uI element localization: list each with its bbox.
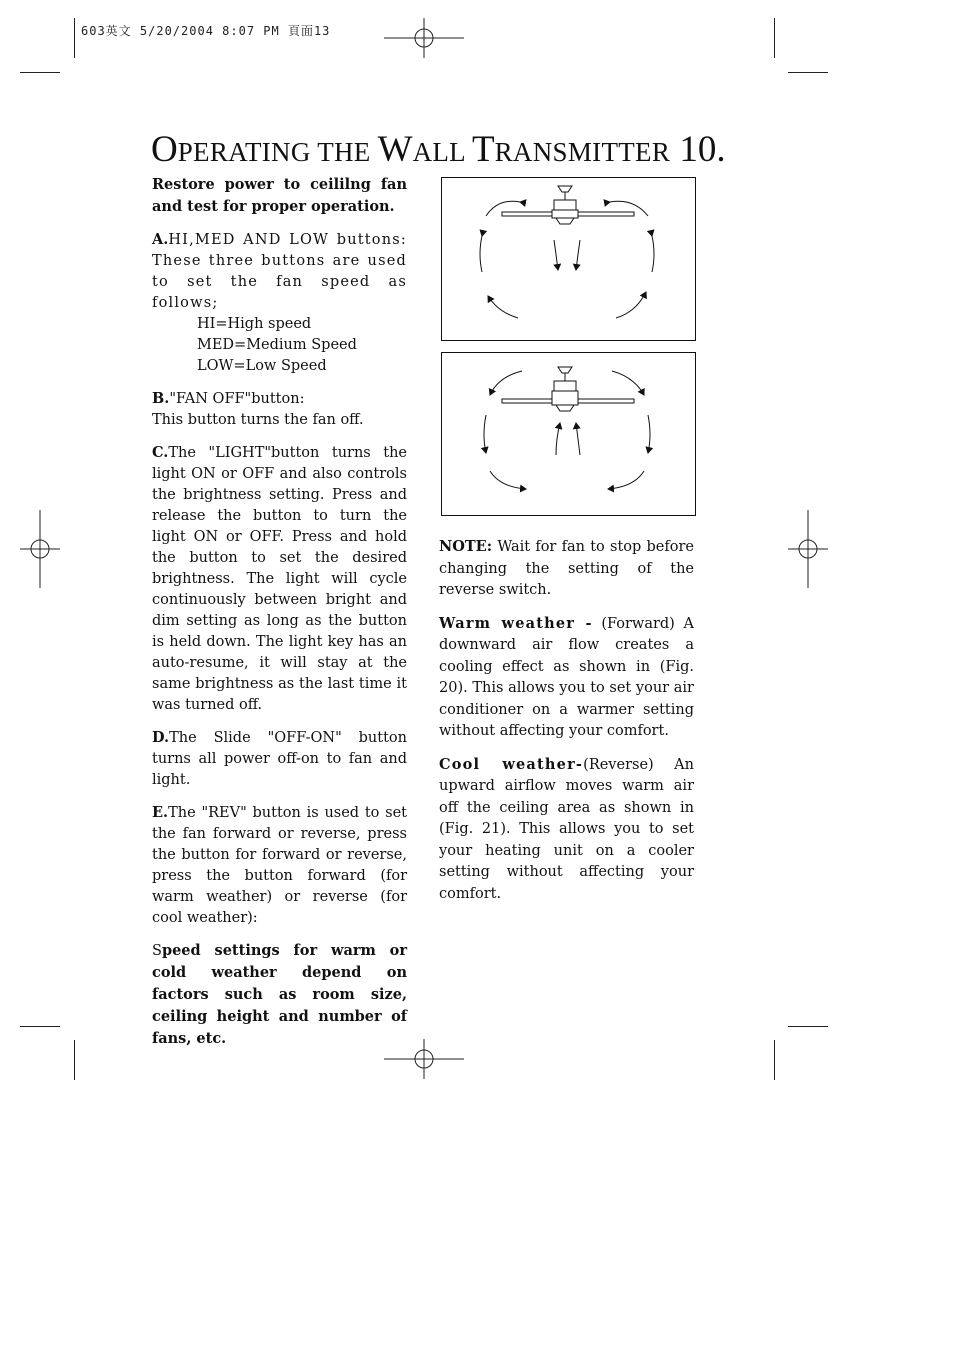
crop-mark [788, 72, 828, 73]
crop-mark [20, 72, 60, 73]
crop-mark [774, 1040, 775, 1080]
button-d-paragraph: D.The Slide "OFF-ON" button turns all power off-on to fan and light. [152, 729, 407, 788]
title-smallcaps: ALL [412, 137, 473, 167]
fan-diagram-reverse [442, 353, 695, 515]
title-smallcaps: PERATING THE [177, 137, 378, 167]
crop-mark [788, 1026, 828, 1027]
reverse-airflow-figure [441, 352, 696, 516]
button-c-paragraph: C.The "LIGHT"button turns the light ON or OFF and also controls the brightness setting. Press and release the button to turn the light ON or OFF. Press and hold the button to set the desired brightness. The light will cycle continuously between bright and dim setting as long as the button is held down. The light key has an auto-resume, it will stay at the same brightness as the last time it was turned off. [152, 444, 407, 713]
intro-paragraph: Restore power to ceililng fan and test for proper operation. [152, 176, 407, 215]
title-cap: W [377, 129, 413, 170]
crop-mark [774, 18, 775, 58]
speed-settings-note: Speed settings for warm or cold weather depend on factors such as room size, ceiling height and number of fans, etc. [152, 942, 407, 1047]
registration-mark-right [788, 510, 828, 588]
cool-weather-paragraph: Cool weather-(Reverse) An upward airflow moves warm air off the ceiling area as shown in (Fig. 21). This allows you to set your heating unit on a cooler setting without affecting your comfort. [439, 755, 694, 902]
registration-mark-left [20, 510, 60, 588]
ceiling-fan-icon [502, 186, 634, 224]
button-a-paragraph: A.HI,MED AND LOW buttons: These three buttons are used to set the fan speed as follows; [152, 231, 407, 311]
crop-mark [20, 1026, 60, 1027]
crop-mark [74, 18, 75, 58]
speed-list-item: LOW=Low Speed [197, 358, 327, 374]
speed-list-item: MED=Medium Speed [197, 337, 357, 353]
page-title [151, 128, 726, 174]
note-paragraph: NOTE: Wait for fan to stop before changing the setting of the reverse switch. [439, 538, 694, 598]
speed-list-item: HI=High speed [197, 316, 312, 332]
title-number: 10. [670, 129, 726, 170]
speed-list [152, 314, 407, 377]
crop-mark [74, 1040, 75, 1080]
left-column [152, 174, 407, 1061]
right-column [439, 536, 694, 916]
ceiling-fan-icon [502, 367, 634, 411]
registration-mark-top [384, 18, 464, 58]
title-cap: T [472, 129, 495, 170]
button-b-paragraph: B."FAN OFF"button: This button turns the fan off. [152, 390, 364, 428]
title-smallcaps: RANSMITTER [494, 137, 671, 167]
fan-diagram-forward [442, 178, 695, 340]
print-slug: 603英文 5/20/2004 8:07 PM 頁面13 [81, 24, 331, 38]
forward-airflow-figure [441, 177, 696, 341]
title-cap: O [151, 129, 178, 170]
button-e-paragraph: E.The "REV" button is used to set the fan forward or reverse, press the button for forward or reverse, press the button forward (for warm weather) or reverse (for cool weather): [152, 804, 407, 926]
warm-weather-paragraph: Warm weather - (Forward) A downward air flow creates a cooling effect as shown in (Fig. 20). This allows you to set your air conditioner on a warmer setting without affecting your comfort. [439, 614, 694, 739]
